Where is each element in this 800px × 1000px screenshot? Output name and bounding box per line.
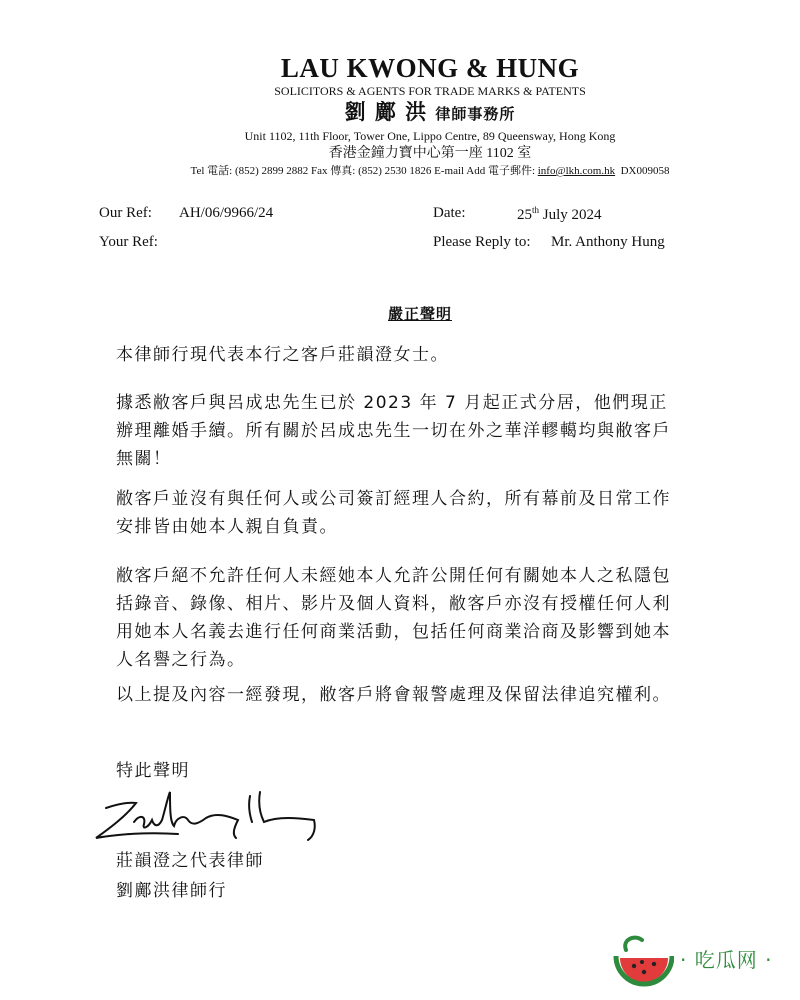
watermark-text: · 吃瓜网 · (680, 948, 773, 972)
statement-heading (0, 303, 800, 324)
paragraph-6: 特此聲明 (116, 761, 190, 781)
contact-dx: DX009058 (620, 165, 670, 177)
contact-email[interactable]: info@lkh.com.hk (537, 165, 616, 177)
firm-address-chinese: 香港金鐘力寶中心第一座 1102 室 (328, 146, 532, 161)
watermelon-logo-icon (612, 930, 674, 990)
heading-text: 嚴正聲明 (387, 307, 452, 323)
watermark (612, 930, 792, 990)
your-ref-label: Your Ref: (99, 234, 158, 250)
our-ref-label: Our Ref: (99, 205, 152, 221)
firm-subtitle: SOLICITORS & AGENTS FOR TRADE MARKS & PATENTS (274, 84, 586, 98)
date-suffix: th (532, 205, 540, 215)
ref-row-1 (99, 205, 699, 234)
date-label: Date: (433, 205, 466, 221)
firm-cn-small: 律師事務所 (435, 107, 516, 123)
date-day: 25 (517, 207, 532, 223)
firm-name-chinese (60, 99, 800, 128)
signoff-line-2: 劉鄺洪律師行 (116, 881, 227, 901)
signoff-line-1: 莊韻澄之代表律師 (116, 851, 264, 871)
ref-row-2 (99, 234, 699, 263)
our-ref-value: AH/06/9966/24 (179, 205, 274, 221)
reply-label: Please Reply to: (433, 234, 531, 250)
paragraph-4: 敝客戶絕不允許任何人未經她本人允許公開任何有關她本人之私隱包括錄音、錄像、相片、影片及個人資料，敝客戶亦沒有授權任何人利用她本人名義去進行任何商業活動，包括任何商業洽商及影響到她本人名譽之行為。 (116, 566, 671, 670)
paragraph-3: 敝客戶並沒有與任何人或公司簽訂經理人合約，所有幕前及日常工作安排皆由她本人親自負責。 (116, 489, 671, 537)
paragraph-1: 本律師行現代表本行之客戶莊韻澄女士。 (116, 345, 449, 365)
contact-phone-fax: Tel 電話: (852) 2899 2882 Fax 傳真: (852) 2530 1826 E-mail Add 電子郵件: (190, 165, 538, 177)
reply-value: Mr. Anthony Hung (551, 234, 665, 250)
letterhead (0, 52, 800, 179)
date-value (517, 205, 602, 224)
handwritten-signature (88, 782, 328, 842)
date-rest: July 2024 (539, 207, 602, 223)
firm-contact (60, 163, 800, 179)
reference-block (99, 205, 699, 263)
firm-cn-big: 劉 鄺 洪 (344, 100, 429, 124)
paragraph-5: 以上提及內容一經發現，敝客戶將會報警處理及保留法律追究權利。 (116, 685, 671, 705)
firm-name: LAU KWONG & HUNG (280, 53, 580, 83)
firm-address: Unit 1102, 11th Floor, Tower One, Lippo Centre, 89 Queensway, Hong Kong (244, 129, 616, 143)
paragraph-2: 據悉敝客戶與呂成忠先生已於 2023 年 7 月起正式分居，他們現正辦理離婚手續。所有關於呂成忠先生一切在外之華洋轇轕均與敝客戶無關！ (116, 393, 671, 469)
